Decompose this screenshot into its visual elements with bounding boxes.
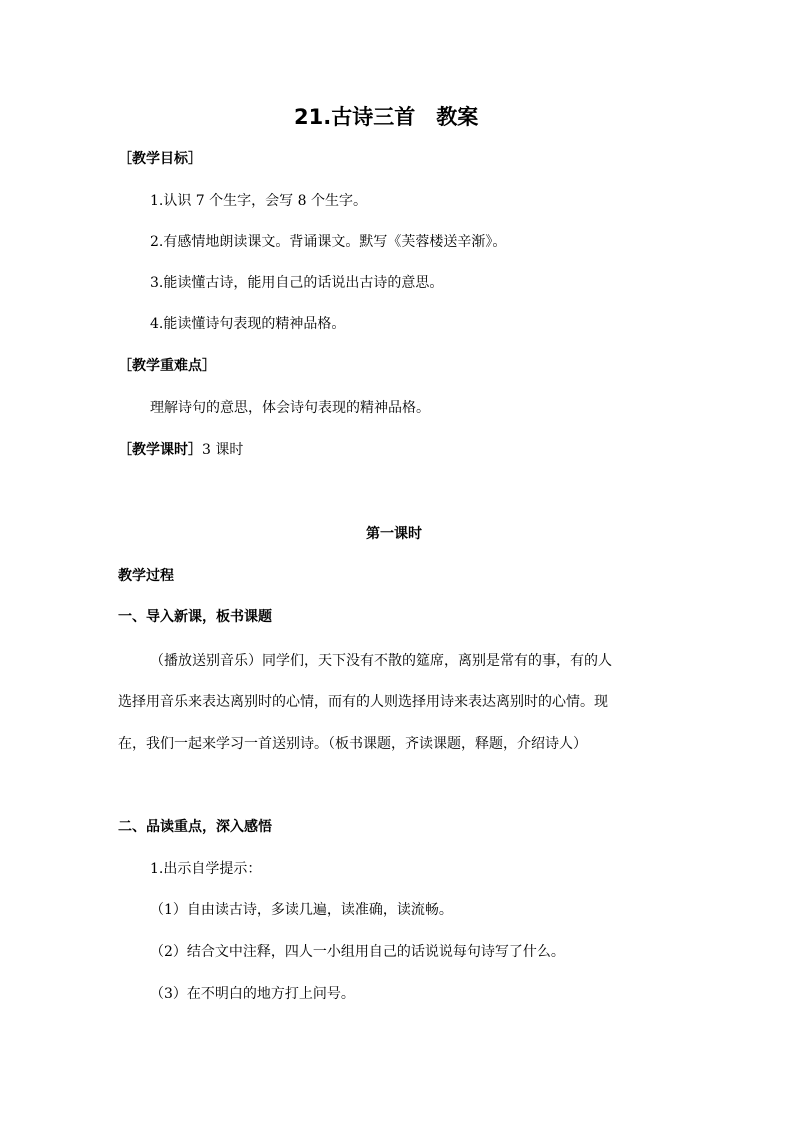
part2-heading: 二、品读重点，深入感悟 <box>118 819 272 835</box>
paragraph-line: 选择用音乐来表达离别时的心情，而有的人则选择用诗来表达离别时的心情。现 <box>118 694 608 710</box>
section-heading-objectives: ［教学目标］ <box>118 151 202 167</box>
objective-item: 1.认识 7 个生字，会写 8 个生字。 <box>150 193 367 209</box>
paragraph-line: （播放送别音乐）同学们，天下没有不散的筵席，离别是常有的事，有的人 <box>150 653 612 669</box>
lesson-heading: 第一课时 <box>366 526 422 542</box>
list-item: 1.出示自学提示： <box>150 861 262 877</box>
hours-value: 3 课时 <box>202 442 244 458</box>
process-heading: 教学过程 <box>118 568 174 584</box>
objective-item: 2.有感情地朗读课文。背诵课文。默写《芙蓉楼送辛渐》。 <box>150 234 507 250</box>
paragraph-line: 在，我们一起来学习一首送别诗。（板书课题，齐读课题，释题，介绍诗人） <box>118 736 587 752</box>
section-heading-keypoints: ［教学重难点］ <box>118 358 216 374</box>
list-item: （3）在不明白的地方打上问号。 <box>150 986 355 1002</box>
section-heading-hours: ［教学课时］ <box>118 442 202 458</box>
part1-heading: 一、导入新课，板书课题 <box>118 609 272 625</box>
list-item: （2）结合文中注释，四人一小组用自己的话说说每句诗写了什么。 <box>150 944 565 960</box>
objective-item: 4.能读懂诗句表现的精神品格。 <box>150 316 346 332</box>
objective-item: 3.能读懂古诗，能用自己的话说出古诗的意思。 <box>150 275 444 291</box>
document-title: 21.古诗三首 教案 <box>294 105 479 129</box>
hours-line <box>118 441 243 459</box>
keypoints-text: 理解诗句的意思，体会诗句表现的精神品格。 <box>150 400 430 416</box>
list-item: （1）自由读古诗，多读几遍，读准确，读流畅。 <box>150 902 453 918</box>
